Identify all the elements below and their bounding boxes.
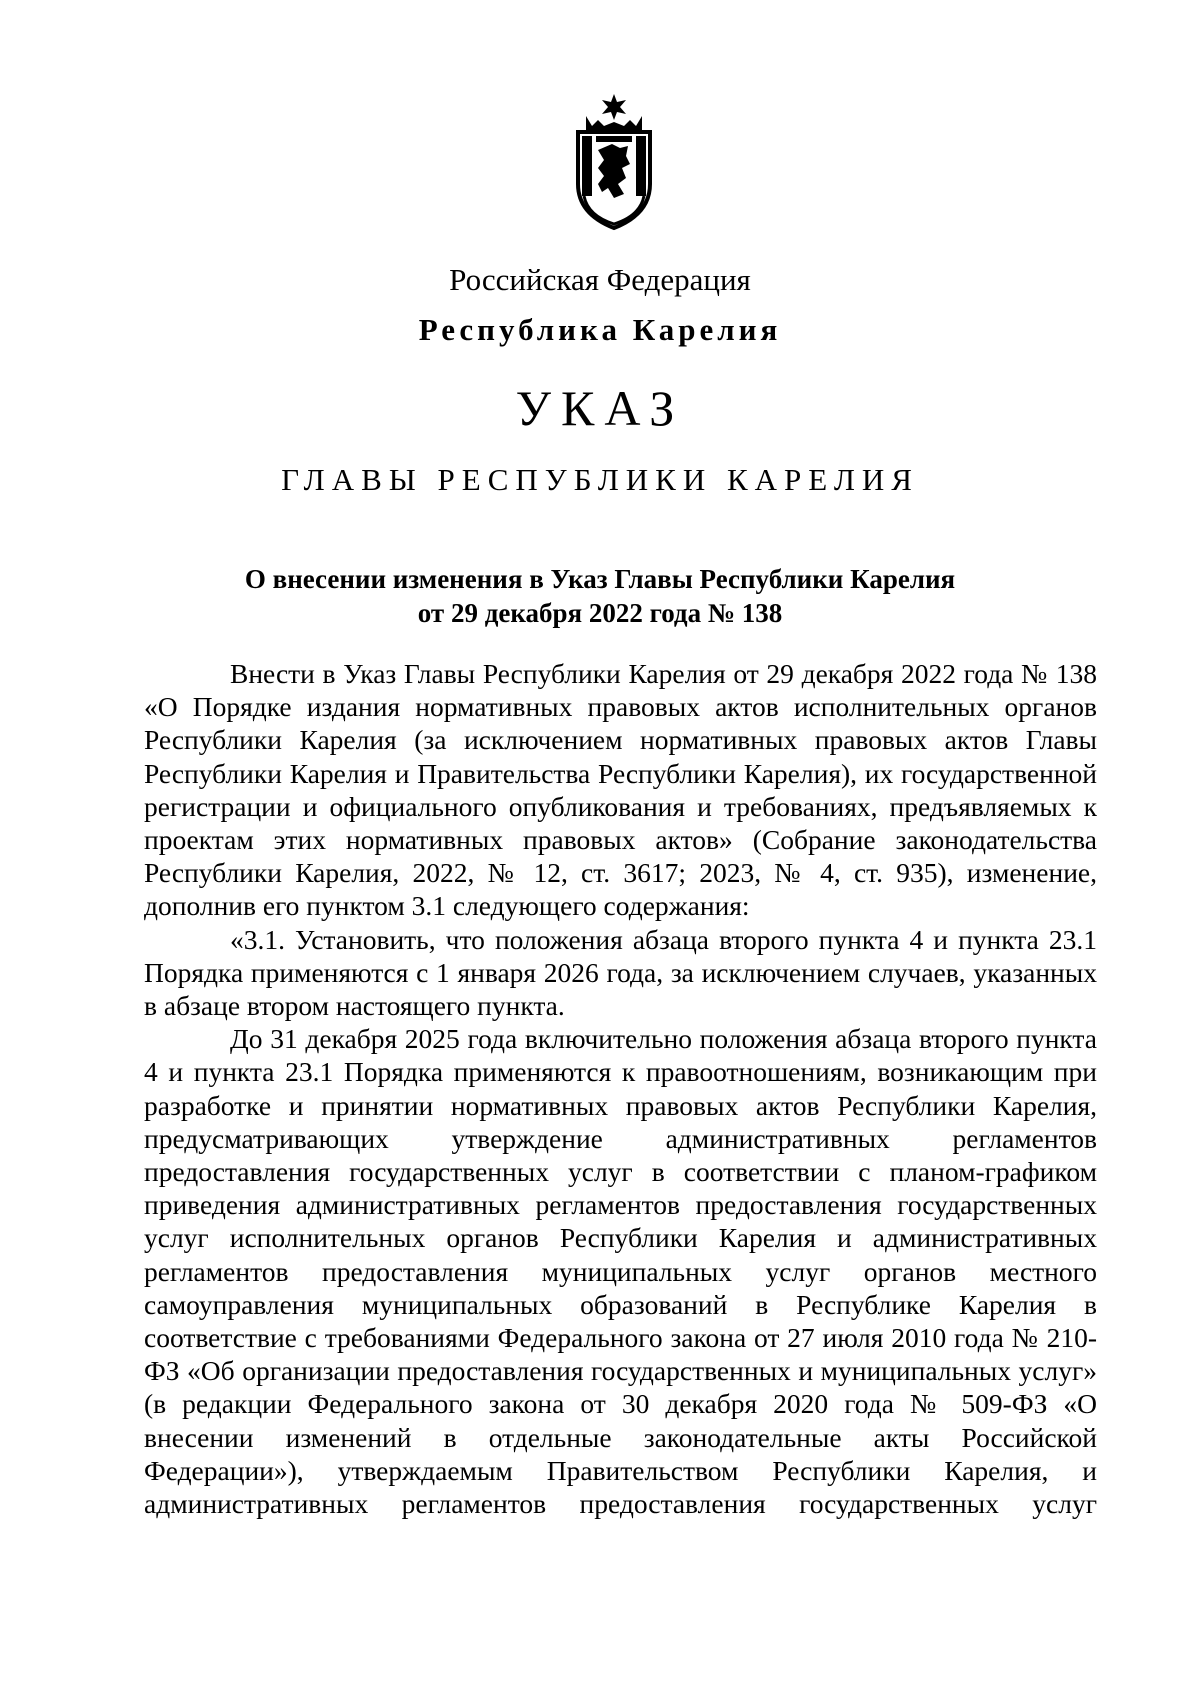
document-type: УКАЗ (515, 380, 685, 436)
issuer-name: ГЛАВЫ РЕСПУБЛИКИ КАРЕЛИЯ (281, 462, 919, 497)
document-body (144, 657, 1097, 1520)
body-paragraph: До 31 декабря 2025 года включительно положения абзаца второго пункта 4 и пункта 23.1 Порядка применяются к правоотношениям, возникающим при разработке и принятии нормативных правовых актов Республики Карелия, предусматривающих утверждение административных регламентов предоставления государственных услуг в соответствии с планом-графиком приведения административных регламентов предоставления государственных услуг исполнительных органов Республики Карелия и административных регламентов предоставления муниципальных услуг органов местного самоуправления муниципальных образований в Республике Карелия в соответствие с требованиями Федерального закона от 27 июля 2010 года № 210-ФЗ «Об организации предоставления государственных и муниципальных услуг» (в редакции Федерального закона от 30 декабря 2020 года № 509-ФЗ «О внесении изменений в отдельные законодательные акты Российской Федерации»), утверждаемым Правительством Республики Карелия, и административных регламентов предоставления государственных услуг (144, 1023, 1097, 1520)
karelia-coat-of-arms-icon (568, 92, 660, 232)
country-name: Российская Федерация (449, 262, 751, 297)
body-paragraph: Внести в Указ Главы Республики Карелия от 29 декабря 2022 года № 138 «О Порядке издания нормативных правовых актов исполнительных органов Республики Карелия (за исключением нормативных правовых актов Главы Республики Карелия и Правительства Республики Карелия), их государственной регистрации и официального опубликования и требованиях, предъявляемых к проектам этих нормативных правовых актов» (Собрание законодательства Республики Карелия, 2022, № 12, ст. 3617; 2023, № 4, ст. 935), изменение, дополнив его пунктом 3.1 следующего содержания: (144, 658, 1097, 922)
title-line-2: от 29 декабря 2022 года № 138 (417, 598, 783, 628)
republic-name: Республика Карелия (418, 312, 782, 347)
body-paragraph: «3.1. Установить, что положения абзаца второго пункта 4 и пункта 23.1 Порядка применяются с 1 января 2026 года, за исключением случаев, указанных в абзаце втором настоящего пункта. (144, 923, 1097, 1022)
title-line-1: О внесении изменения в Указ Главы Республики Карелия (244, 564, 956, 594)
document-title (150, 562, 1050, 630)
